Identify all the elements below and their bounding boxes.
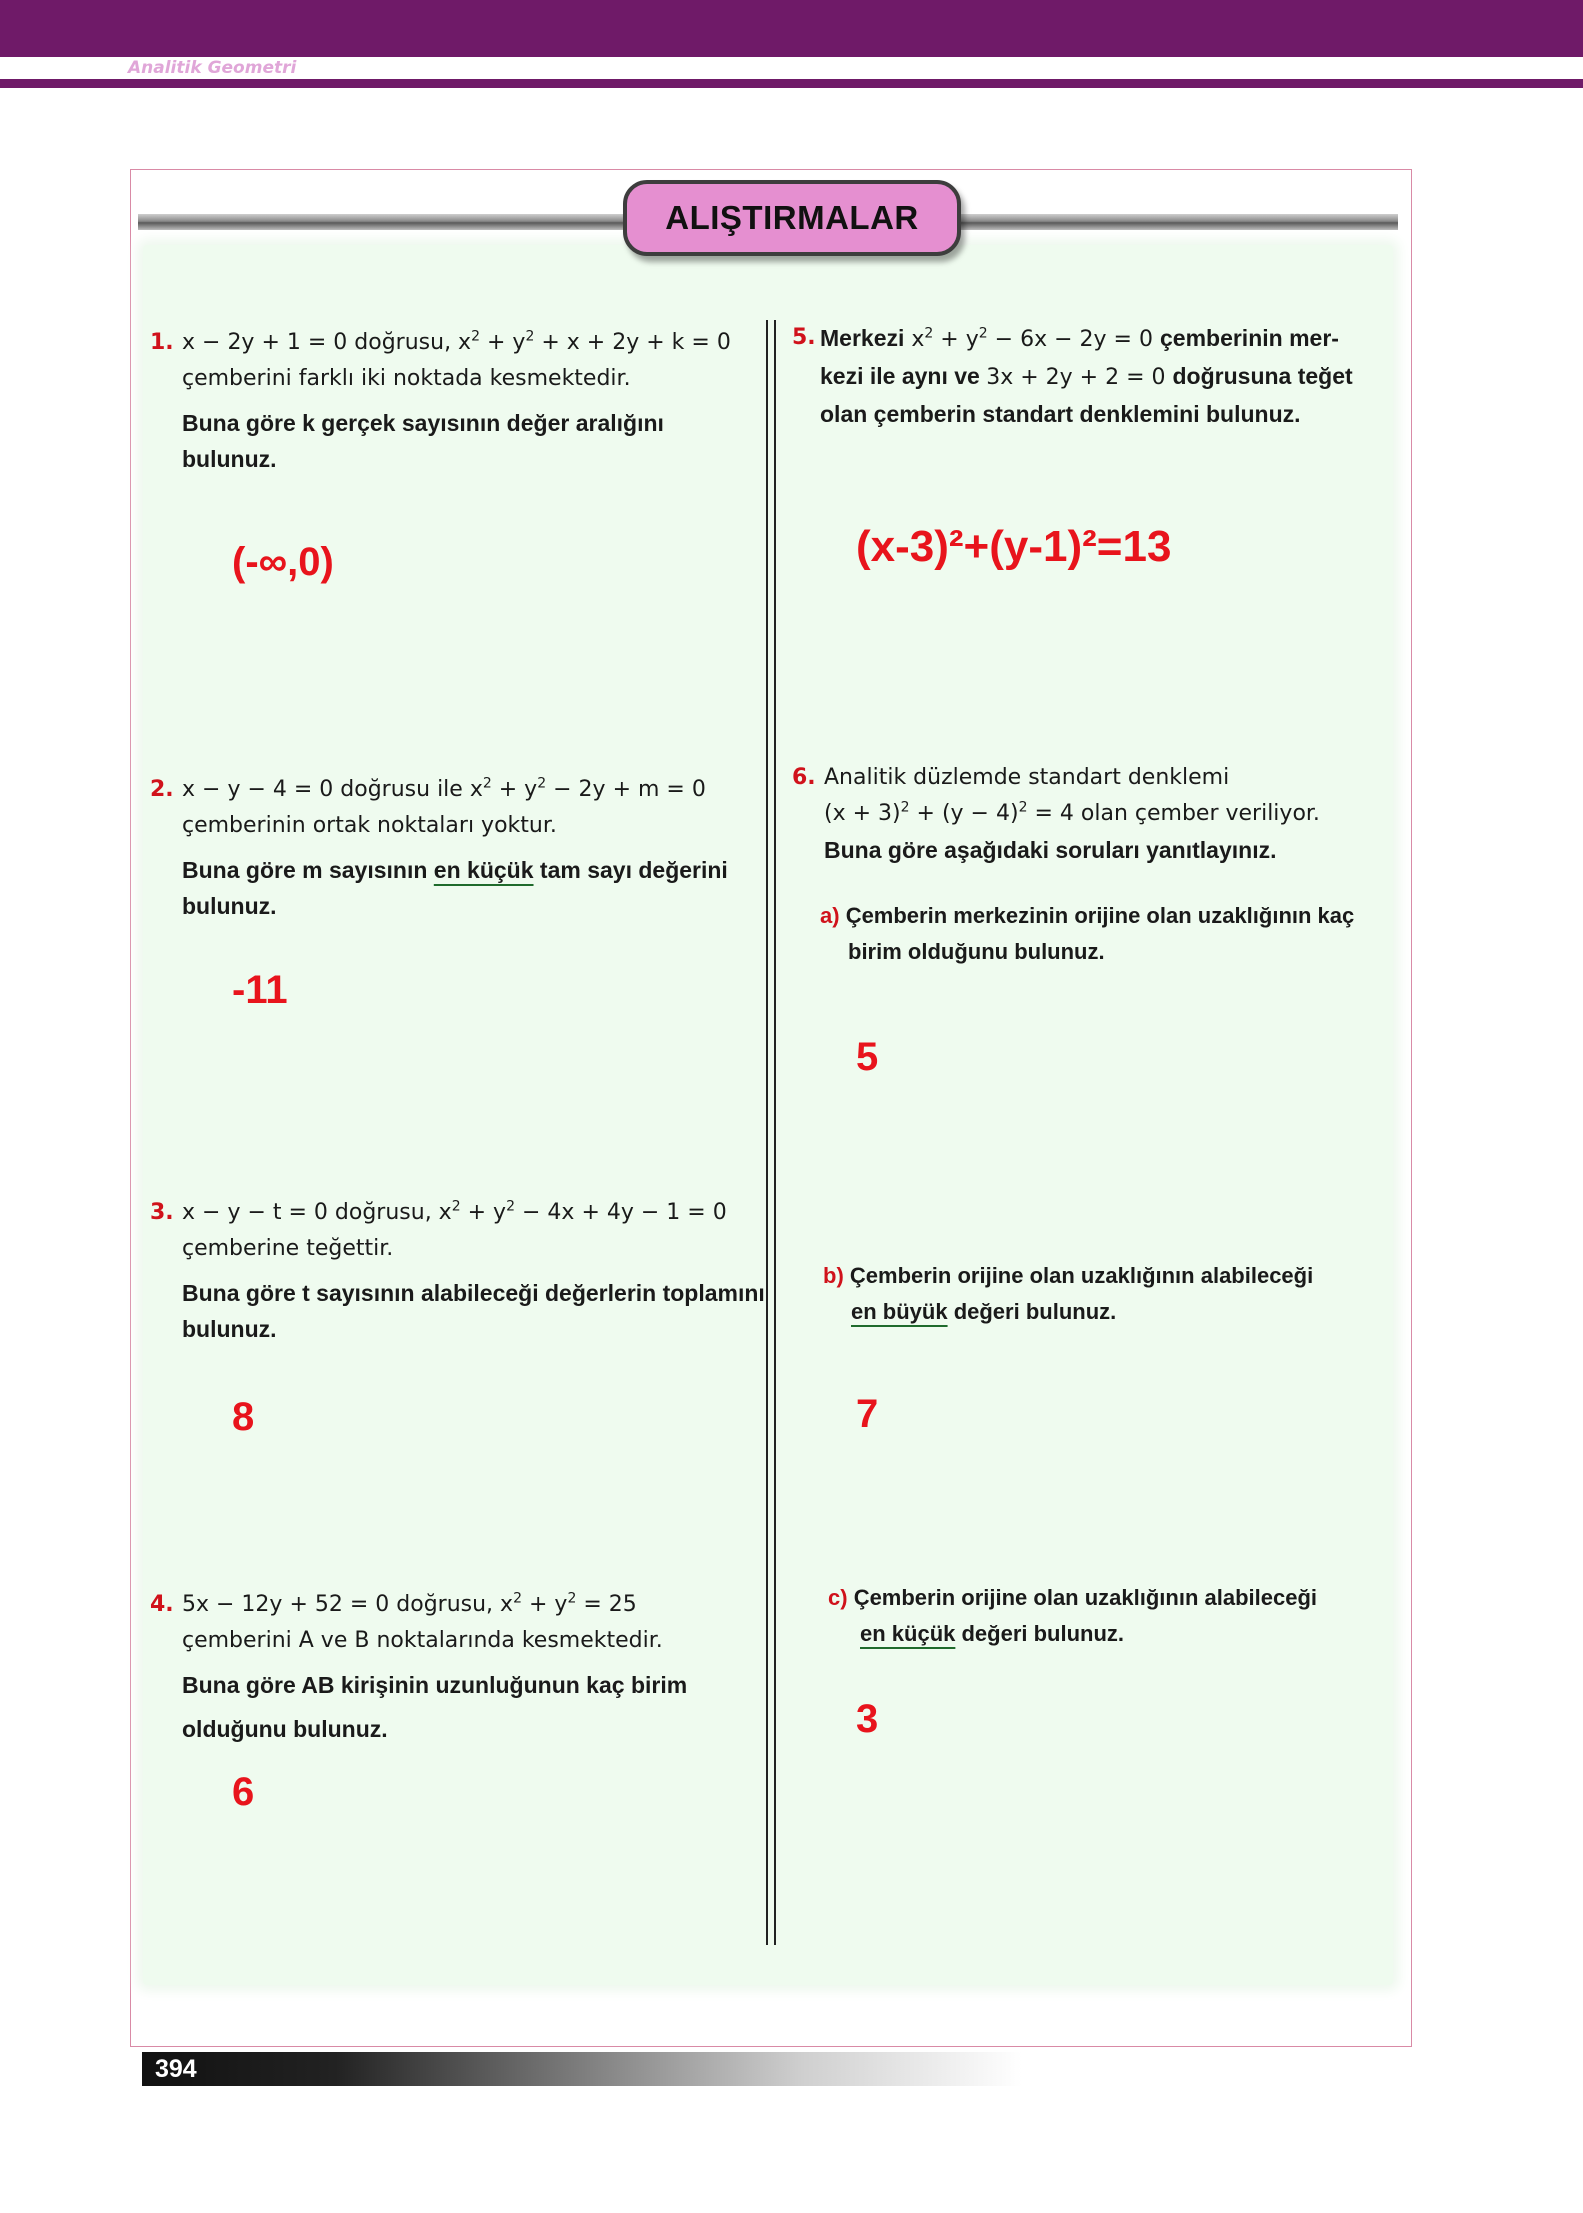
question-number: 6. <box>792 765 816 790</box>
question-text: Analitik düzlemde standart denklemi <box>824 765 1230 790</box>
question-number: 2. <box>150 777 174 802</box>
question-ask-cont: bulunuz. <box>182 1316 277 1342</box>
emphasis-underline: en küçük <box>433 857 534 883</box>
question-6b: b) Çemberin orijine olan uzaklığının alabileceği en büyük değeri bulunuz. <box>823 1263 1314 1324</box>
question-4 <box>150 1587 687 1747</box>
answer-4: 6 <box>232 1770 255 1814</box>
question-ask: Buna göre AB kirişinin uzunluğunun kaç birim <box>182 1672 688 1698</box>
question-equation: x − y − t = 0 doğrusu, $x^2 + y^2 - 4x + 4y - 1 = 0$ <box>182 1198 727 1225</box>
question-ask: Buna göre aşağıdaki soruları yanıtlayınız. <box>824 837 1277 863</box>
header-rule <box>0 79 1583 88</box>
question-text: çemberini farklı iki noktada kesmektedir. <box>182 366 631 391</box>
question-3 <box>150 1195 765 1347</box>
answer-1: (-∞,0) <box>232 540 334 584</box>
question-ask-cont: bulunuz. <box>182 893 277 919</box>
footer-bar <box>142 2052 1022 2086</box>
question-6 <box>792 760 1320 868</box>
question-6c: c) Çemberin orijine olan uzaklığının alabileceği en küçük değeri bulunuz. <box>828 1585 1318 1646</box>
answer-3: 8 <box>232 1395 255 1439</box>
question-ask: olan çemberin standart denklemini bulunuz. <box>820 401 1301 427</box>
emphasis-underline: en küçük <box>860 1621 956 1646</box>
question-ask-cont: bulunuz. <box>182 446 277 472</box>
question-2 <box>150 772 728 924</box>
question-ask: Buna göre t sayısının alabileceği değerlerin toplamını <box>182 1280 765 1306</box>
question-number: 3. <box>150 1200 174 1225</box>
title-rail-left <box>138 214 628 230</box>
answer-6a: 5 <box>856 1035 879 1079</box>
question-text: çemberinin ortak noktaları yoktur. <box>182 813 557 838</box>
question-ask: Buna göre k gerçek sayısının değer aralığını <box>182 410 664 436</box>
emphasis-underline: en büyük <box>851 1299 948 1324</box>
answer-5: (x-3)²+(y-1)²=13 <box>856 522 1172 571</box>
question-number: 1. <box>150 330 174 355</box>
answer-6c: 3 <box>856 1697 879 1741</box>
section-title-badge <box>623 180 961 256</box>
title-rail-right <box>960 214 1398 230</box>
page-number: 394 <box>155 2055 197 2083</box>
subquestion-label: a) <box>820 903 840 928</box>
subquestion-label: b) <box>823 1263 844 1288</box>
subquestion-label: c) <box>828 1585 848 1610</box>
question-6a: a) Çemberin merkezinin orijine olan uzaklığının kaç birim olduğunu bulunuz. <box>820 903 1355 964</box>
section-title: ALIŞTIRMALAR <box>665 199 919 236</box>
question-ask: Buna göre m sayısının en küçük tam sayı değerini <box>182 857 728 883</box>
question-equation: 5x − 12y + 52 = 0 doğrusu, $x^2 + y^2 = 25$ <box>182 1590 637 1617</box>
question-equation: x − y − 4 = 0 doğrusu ile $x^2 + y^2 - 2y + m = 0$ <box>182 775 706 802</box>
top-banner <box>0 0 1583 57</box>
question-text: çemberini A ve B noktalarında kesmektedir. <box>182 1628 663 1653</box>
answer-6b: 7 <box>856 1392 879 1436</box>
question-equation: $(x + 3)^2 + (y - 4)^2 = 4$ olan çember veriliyor. <box>824 799 1320 826</box>
answer-2: -11 <box>232 968 288 1012</box>
column-divider <box>766 320 776 1945</box>
question-number: 4. <box>150 1592 174 1617</box>
question-equation: x − 2y + 1 = 0 doğrusu, $x^2 + y^2 + x + 2y + k = 0$ <box>182 328 731 355</box>
question-number: 5. <box>792 325 816 350</box>
question-5 <box>792 320 1353 432</box>
question-text: Merkezi $x^2 + y^2 - 6x - 2y = 0$ çemberinin mer- <box>820 325 1339 352</box>
question-text-cont: kezi ile aynı ve 3x + 2y + 2 = 0 doğrusuna teğet <box>820 363 1353 390</box>
question-1 <box>150 325 731 477</box>
subject-header: Analitik Geometri <box>128 58 297 78</box>
question-ask-cont: olduğunu bulunuz. <box>182 1716 388 1742</box>
question-text: çemberine teğettir. <box>182 1236 394 1261</box>
